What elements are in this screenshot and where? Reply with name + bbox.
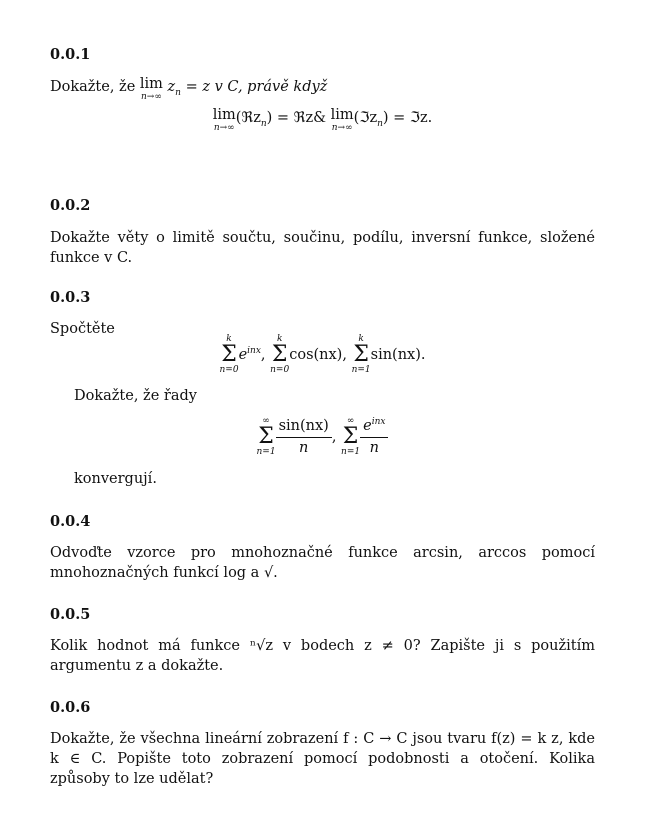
sum-operator-5 (341, 417, 360, 457)
sum-1-lower: n=0 (219, 365, 239, 375)
sigma-symbol: Σ (353, 342, 369, 367)
sum-operator-3 (352, 335, 371, 375)
sigma-symbol: Σ (271, 342, 288, 367)
section-006-text: Dokažte, že všechna lineární zobrazení f : C → C jsou tvaru f(z) = k z, kde k ∈ C. Popište toto zobrazení pomocí podobnosti a otočení. Kolika způsoby to lze udělat? (50, 731, 595, 787)
sum-1-upper: k (226, 334, 232, 344)
section-001-z: z (162, 79, 176, 95)
sum-2-lower: n=0 (270, 365, 290, 375)
section-001-text (50, 77, 595, 103)
display-limit-1-word: lim (212, 107, 236, 123)
section-001-z-sub: n (175, 87, 181, 98)
display-limit-2 (331, 108, 354, 133)
sum-3-upper: k (358, 334, 364, 344)
section-003-text3: konvergují. (74, 471, 157, 487)
fraction-1-numerator: sin(nx) (276, 418, 332, 438)
sum-operator-4 (257, 417, 276, 457)
section-005-text: Kolik hodnot má funkce ⁿ√z v bodech z ≠ 0? Zapište ji s použitím argumentu z a dokažte. (50, 638, 595, 674)
sum-3-lower: n=1 (351, 365, 371, 375)
fraction-1 (276, 418, 332, 456)
limit-subscript: n→∞ (140, 91, 162, 102)
section-heading-003: 0.0.3 (50, 289, 91, 306)
section-heading-001: 0.0.1 (50, 46, 91, 63)
fraction-2 (360, 417, 388, 456)
sum-3-term: sin(nx). (370, 347, 426, 363)
sigma-symbol: Σ (258, 424, 274, 449)
display-limit-1-sub: n→∞ (213, 122, 235, 133)
section-heading-005: 0.0.5 (50, 606, 91, 623)
section-003-display-series (50, 417, 595, 457)
sum-2-upper: k (276, 334, 283, 344)
display-real-end: ) = ℜz& (266, 110, 331, 126)
sigma-symbol: Σ (221, 342, 237, 367)
limit-operator (140, 77, 163, 102)
sum-5-lower: n=1 (341, 447, 361, 457)
sum-2-term: cos(nx) (289, 347, 343, 363)
section-003-text2: Dokažte, že řady (74, 388, 197, 404)
section-003-display-sums (50, 335, 595, 375)
fraction-2-exponent: inx (371, 417, 386, 428)
display-limit-1 (213, 108, 236, 133)
sum-operator-2 (270, 335, 289, 375)
fraction-2-denominator: n (369, 439, 379, 456)
display-limit-2-sub: n→∞ (331, 122, 353, 133)
section-001-text-eq: = z v C, právě když (180, 79, 328, 95)
section-heading-006: 0.0.6 (50, 699, 91, 716)
limit-word: lim (139, 76, 163, 92)
display-real-part: (ℜz (235, 110, 261, 126)
sum-1-exponent: inx (247, 346, 261, 357)
fraction-2-base: e (363, 418, 372, 435)
fraction-1-denominator: n (299, 439, 309, 456)
display-imag-end: ) = ℑz. (382, 110, 433, 126)
display-real-sub: n (260, 118, 267, 129)
display-imag-part: (ℑz (353, 110, 378, 126)
comma: , (260, 347, 266, 363)
sigma-symbol: Σ (342, 424, 359, 449)
section-heading-002: 0.0.2 (50, 197, 91, 214)
sum-4-lower: n=1 (256, 447, 276, 457)
section-004-text: Odvoďte vzorce pro mnohoznačné funkce arcsin, arccos pomocí mnohoznačných funkcí log a √. (50, 545, 595, 581)
sum-4-upper: ∞ (262, 416, 270, 426)
comma: , (331, 429, 337, 445)
section-heading-004: 0.0.4 (50, 513, 91, 530)
section-001-text-before: Dokažte, že (50, 79, 140, 95)
section-001-display-equation (50, 108, 595, 134)
section-003-intro: Spočtěte (50, 321, 115, 337)
sum-operator-1 (219, 335, 238, 375)
display-imag-sub: n (377, 118, 383, 129)
display-limit-2-word: lim (330, 107, 354, 123)
sum-1-term: e (238, 347, 248, 363)
comma: , (342, 347, 347, 363)
fraction-2-numerator (360, 417, 388, 438)
section-002-text: Dokažte věty o limitě součtu, součinu, podílu, inversní funkce, složené funkce v C. (50, 230, 595, 266)
sum-5-upper: ∞ (346, 416, 355, 426)
